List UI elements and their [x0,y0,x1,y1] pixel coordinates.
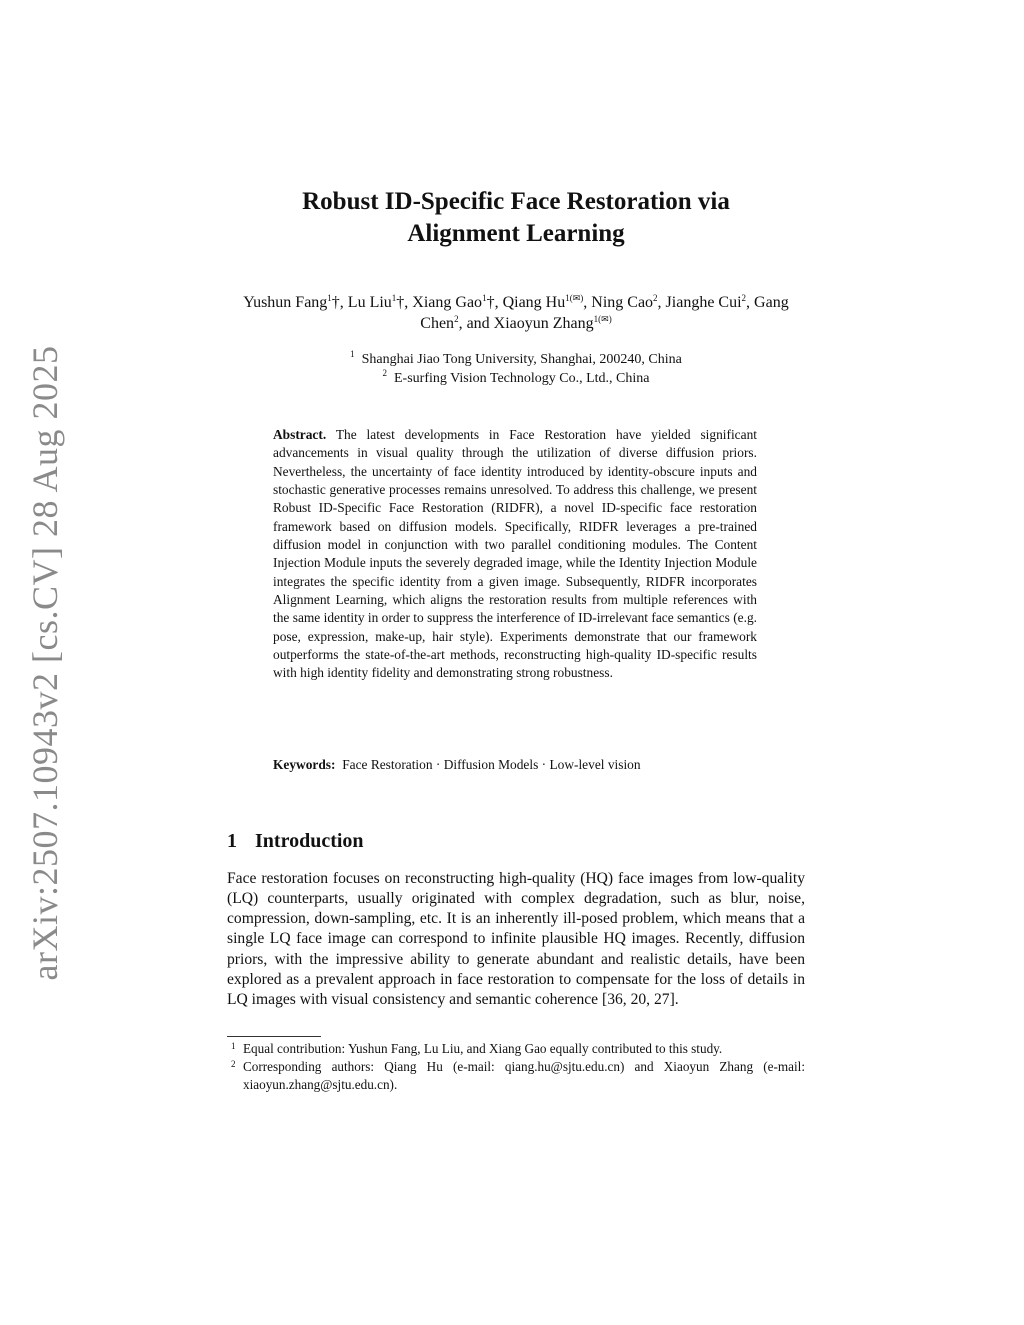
section-number: 1 [227,830,237,852]
footnote-mark: 2 [231,1059,236,1069]
footnote [227,1058,805,1094]
footnote-text: Equal contribution: Yushun Fang, Lu Liu, and Xiang Gao equally contributed to this study. [243,1041,723,1056]
affiliation: $^1$ Shanghai Jiao Tong University, Shanghai, 200240, China [350,349,682,367]
keywords-text: Face Restoration · Diffusion Models · Low-level vision [342,757,641,772]
author: Gang Chen$^2$ [420,294,789,332]
section-heading [227,828,364,854]
author: Xiang Gao$^1$† [412,293,495,311]
author: Qiang $Hu^{1(✉)}$ [502,293,584,311]
author: Lu Liu$^1$† [347,293,405,311]
author: Ning Cao$^2$ [591,293,658,311]
keywords [273,756,757,774]
affiliation: $^2$ E-surfing Vision Technology Co., Ltd., China [382,368,650,386]
introduction-paragraph: Face restoration focuses on reconstructing high-quality (HQ) face images from low-quality (LQ) counterparts, usually originated with complex degradation, such as blur, noise, compression, down-sampling, etc. It is an inherently ill-posed problem, which means that a single LQ face image can correspond to infinite plausible HQ images. Recently, diffusion priors, with the impressive ability to generate abundant and realistic details, have been explored as a prevalent approach in face restoration to compensate for the loss of details in LQ images with visual consistency and semantic coherence [36, 20, 27]. [227,870,805,1008]
author: Yushun Fang$^1$† [243,293,340,311]
abstract-label: Abstract. [273,427,327,442]
footnotes [227,1040,805,1094]
arxiv-identifier-stamp: arXiv:2507.10943v2 [cs.CV] 28 Aug 2025 [25,345,65,981]
author-list: Yushun Fang$^1$†, Lu Liu$^1$†, Xiang Gao$^1$†, Qiang $Hu^{1(✉)}$, Ning Cao$^2$, Jianghe Cui$^2$, Gang Chen$^2$, and Xiaoyun Zhang$^{1(✉)}$ [243,293,789,332]
abstract-text: The latest developments in Face Restoration have yielded significant advancements in visual quality through the utilization of diverse diffusion priors. Nevertheless, the uncertainty of face identity introduced by identity-obscure inputs and stochastic generative processes remains unresolved. To address this challenge, we present Robust ID-Specific Face Restoration (RIDFR), a novel ID-specific face restoration framework based on diffusion models. Specifically, RIDFR leverages a pre-trained diffusion model in conjunction with two parallel conditioning modules. The Content Injection Module inputs the severely degraded image, while the Identity Injection Module integrates the specific identity from a given image. Subsequently, RIDFR incorporates Alignment Learning, which aligns the restoration results from multiple references with the same identity in order to suppress the interference of ID-irrelevant face semantics (e.g. pose, expression, make-up, hair style). Experiments demonstrate that our framework outperforms the state-of-the-art methods, reconstructing high-quality ID-specific results with high identity fidelity and demonstrating strong robustness. [273,427,757,681]
title-line-1: Robust ID-Specific Face Restoration via [302,188,730,215]
section-title: Introduction [255,830,364,852]
paper-title [226,186,806,250]
footnote-text: Corresponding authors: Qiang Hu (e-mail: qiang.hu@sjtu.edu.cn) and Xiaoyun Zhang (e-mail: xiaoyun.zhang@sjtu.edu.cn). [243,1059,805,1092]
footnote-mark: 1 [231,1041,236,1051]
footnote-divider [227,1036,321,1037]
abstract [273,426,757,683]
affiliation-list [226,350,806,388]
footnote [227,1040,805,1058]
author: Xiaoyun Zhang$^{1(✉)}$ [493,314,612,332]
keywords-label: Keywords: [273,757,336,772]
title-line-2: Alignment Learning [407,220,625,247]
author: Jianghe Cui$^2$ [665,293,747,311]
